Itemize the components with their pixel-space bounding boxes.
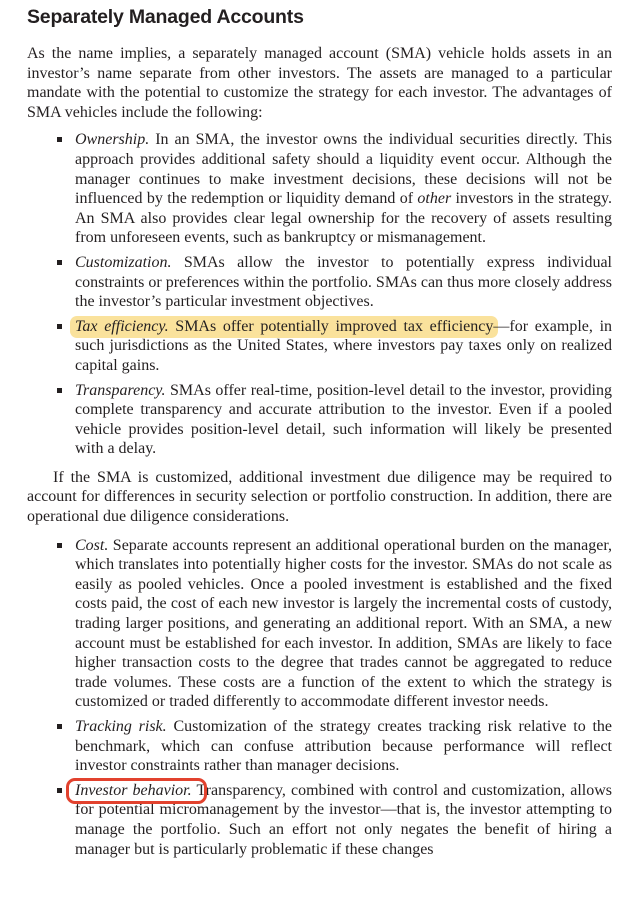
advantages-list — [27, 130, 612, 459]
bullet-body-segment: Transparency, combined with control and customization, allows for potential micromanagement by the investor—that is, the investor attempting to manage the portfolio. Such an effort not only negates the benefit of hiring a manager but is particularly problematic if these changes — [75, 781, 613, 858]
page-title: Separately Managed Accounts — [27, 6, 304, 28]
bullet-text-cost — [75, 536, 612, 712]
bullet-body-segment: SMAs allow the investor to potentially express individual constraints or preferences within the portfolio. SMAs can thus more closely address the investor’s particular investment objectives. — [75, 253, 612, 311]
bullet-body-segment: —for example, in such jurisdictions as the United States, where investors pay taxes only on realized capital gains. — [75, 317, 613, 374]
bullet-square-icon — [27, 381, 75, 459]
italic-word-other: other — [417, 190, 452, 208]
bullet-body-segment: SMAs offer real-time, position-level detail to the investor, providing complete transparency and accurate attribution to the investor. Even if a pooled vehicle provides position-level detail, such information will likely be presented with a delay. — [75, 381, 612, 458]
bullet-lead-investor-behavior: Investor behavior. — [75, 781, 192, 799]
middle-paragraph: If the SMA is customized, additional investment due diligence may be required to account for differences in security selection or portfolio construction. In addition, there are operational due diligence considerations. — [27, 468, 612, 526]
bullet-item-investor-behavior — [27, 781, 612, 859]
bullet-text-tracking-risk — [75, 717, 612, 776]
tax-efficiency-highlight — [70, 316, 498, 338]
considerations-list — [27, 536, 612, 860]
bullet-item-cost — [27, 536, 612, 712]
bullet-square-icon — [27, 130, 75, 248]
bullet-body-segment: Customization of the strategy creates tracking risk relative to the benchmark, which can confuse attribution because performance will reflect investor constraints rather than manager decisions. — [75, 718, 613, 775]
bullet-lead-transparency: Transparency. — [75, 381, 166, 399]
bullet-text-transparency — [75, 381, 612, 459]
bullet-square-icon — [27, 317, 75, 376]
bullet-lead-cost: Cost. — [75, 536, 109, 554]
bullet-item-customization — [27, 253, 612, 312]
bullet-text-tax-efficiency — [75, 317, 612, 376]
highlighted-text: SMAs offer potentially improved tax efficiency — [168, 317, 494, 335]
bullet-item-tax-efficiency — [27, 317, 612, 376]
bullet-body-segment: In an SMA, the investor owns the individual securities directly. This approach provides additional safety should a liquidity event occur. Although the manager continues to make investment decisions, these decisions will not be influenced by the redemption or liquidity demand of — [75, 131, 612, 208]
bullet-body-segment: Separate accounts represent an additional operational burden on the manager, which translates into potentially higher costs for the investor. SMAs do not scale as easily as pooled vehicles. Once a pooled investment is established and the fixed costs paid, the cost of each new investor is largely the incremental costs of custody, trading larger positions, and generating an additional report. With an SMA, a new account must be established for each investor. In addition, SMAs are likely to face higher transaction costs to the degree that trades cannot be aggregated to reduce trade volumes. These costs are a function of the extent to which the strategy is customized or traded differently to accommodate different investor needs. — [75, 536, 612, 711]
intro-paragraph: As the name implies, a separately managed account (SMA) vehicle holds assets in an investor’s name separate from other investors. The assets are managed to a particular mandate with the potential to customize the strategy for each investor. The advantages of SMA vehicles include the following: — [27, 45, 612, 121]
bullet-square-icon — [27, 717, 75, 776]
bullet-text-customization — [75, 253, 612, 312]
bullet-lead-tax-efficiency: Tax efficiency. — [75, 317, 169, 335]
bullet-text-investor-behavior — [75, 781, 612, 859]
bullet-lead-customization: Customization. — [75, 253, 172, 271]
bullet-item-ownership — [27, 130, 612, 248]
bullet-lead-ownership: Ownership. — [75, 131, 150, 149]
bullet-item-tracking-risk — [27, 717, 612, 776]
bullet-item-transparency — [27, 381, 612, 459]
bullet-text-ownership — [75, 130, 612, 248]
bullet-body-segment: investors in the strategy. An SMA also provides clear legal ownership for the recovery of assets resulting from unforeseen events, such as bankruptcy or mismanagement. — [75, 190, 613, 247]
bullet-lead-tracking-risk: Tracking risk. — [75, 718, 167, 735]
bullet-square-icon — [27, 253, 75, 312]
investor-behavior-annotation-box — [75, 782, 192, 799]
bullet-square-icon — [27, 781, 75, 859]
bullet-square-icon — [27, 536, 75, 712]
